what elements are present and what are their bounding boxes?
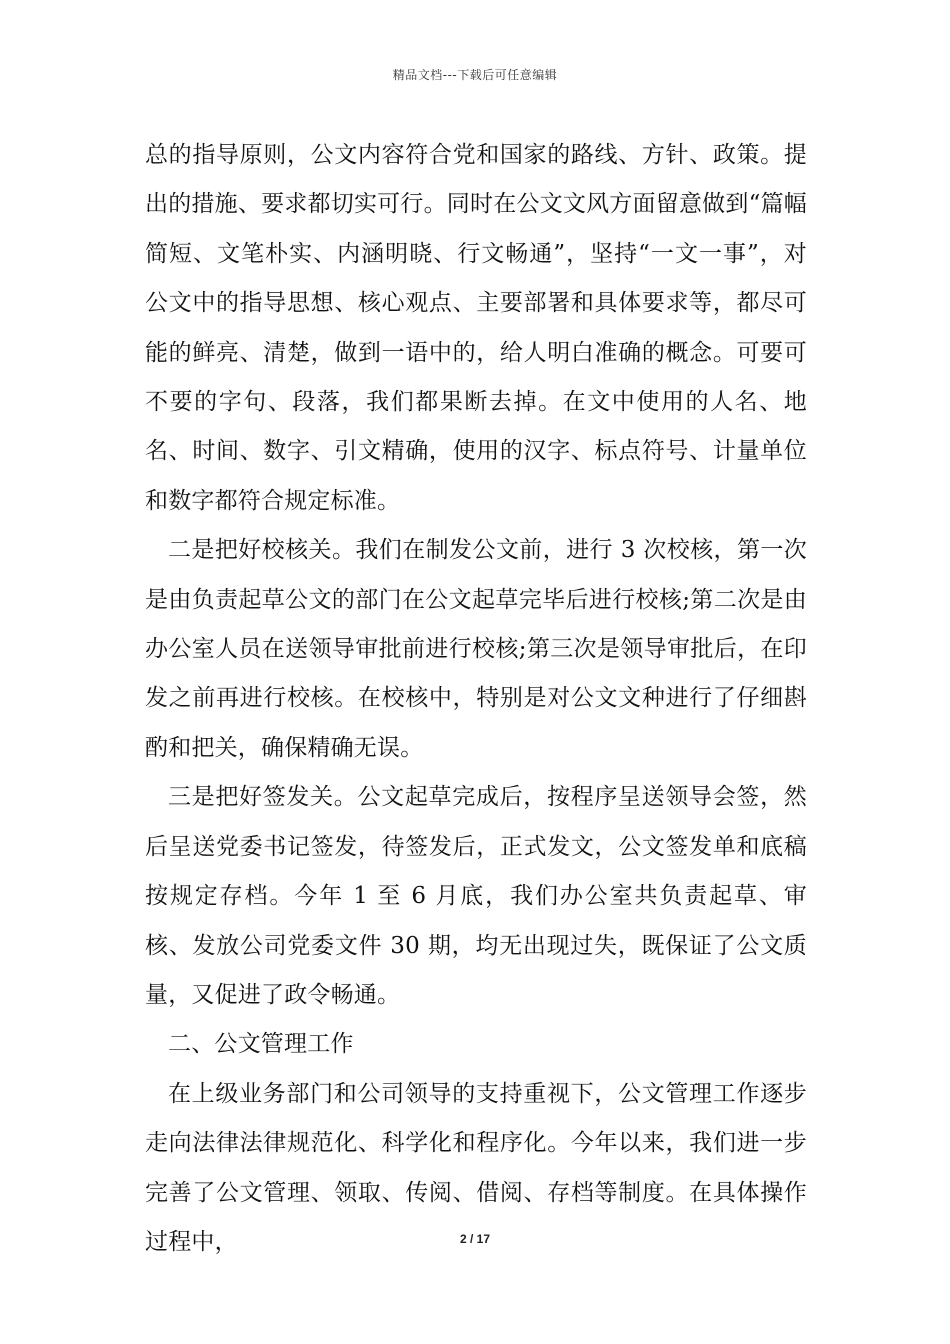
page-header: 精品文档---下载后可任意编辑	[392, 68, 558, 82]
document-body	[145, 131, 807, 1267]
paragraph-proofreading: 二是把好校核关。我们在制发公文前，进行 3 次校核，第一次是由负责起草公文的部门在公文起草完毕后进行校核;第二次是由办公室人员在送领导审批前进行校核;第三次是领导审批后，在印发之前再进行校核。在校核中，特别是对公文文种进行了仔细斟酌和把关，确保精确无误。	[145, 537, 807, 761]
paragraph-signing: 三是把好签发关。公文起草完成后，按程序呈送领导会签，然后呈送党委书记签发，待签发后，正式发文，公文签发单和底稿按规定存档。今年 1 至 6 月底，我们办公室共负责起草、审核、发放公司党委文件 30 期，均无出现过失，既保证了公文质量，又促进了政令畅通。	[145, 784, 807, 1008]
section-heading: 二、公文管理工作	[168, 1031, 354, 1058]
paragraph-continuation: 总的指导原则，公文内容符合党和国家的路线、方针、政策。提出的措施、要求都切实可行。同时在公文文风方面留意做到“篇幅简短、文笔朴实、内涵明晓、行文畅通”，坚持“一文一事”，对公文中的指导思想、核心观点、主要部署和具体要求等，都尽可能的鲜亮、清楚，做到一语中的，给人明白准确的概念。可要可不要的字句、段落，我们都果断去掉。在文中使用的人名、地名、时间、数字、引文精确，使用的汉字、标点符号、计量单位和数字都符合规定标准。	[145, 142, 807, 514]
paragraph-document-management: 在上级业务部门和公司领导的支持重视下，公文管理工作逐步走向法律法律规范化、科学化和程序化。今年以来，我们进一步完善了公文管理、领取、传阅、借阅、存档等制度。在具体操作过程中，	[145, 1080, 807, 1255]
page-number: 2 / 17	[459, 1232, 491, 1246]
